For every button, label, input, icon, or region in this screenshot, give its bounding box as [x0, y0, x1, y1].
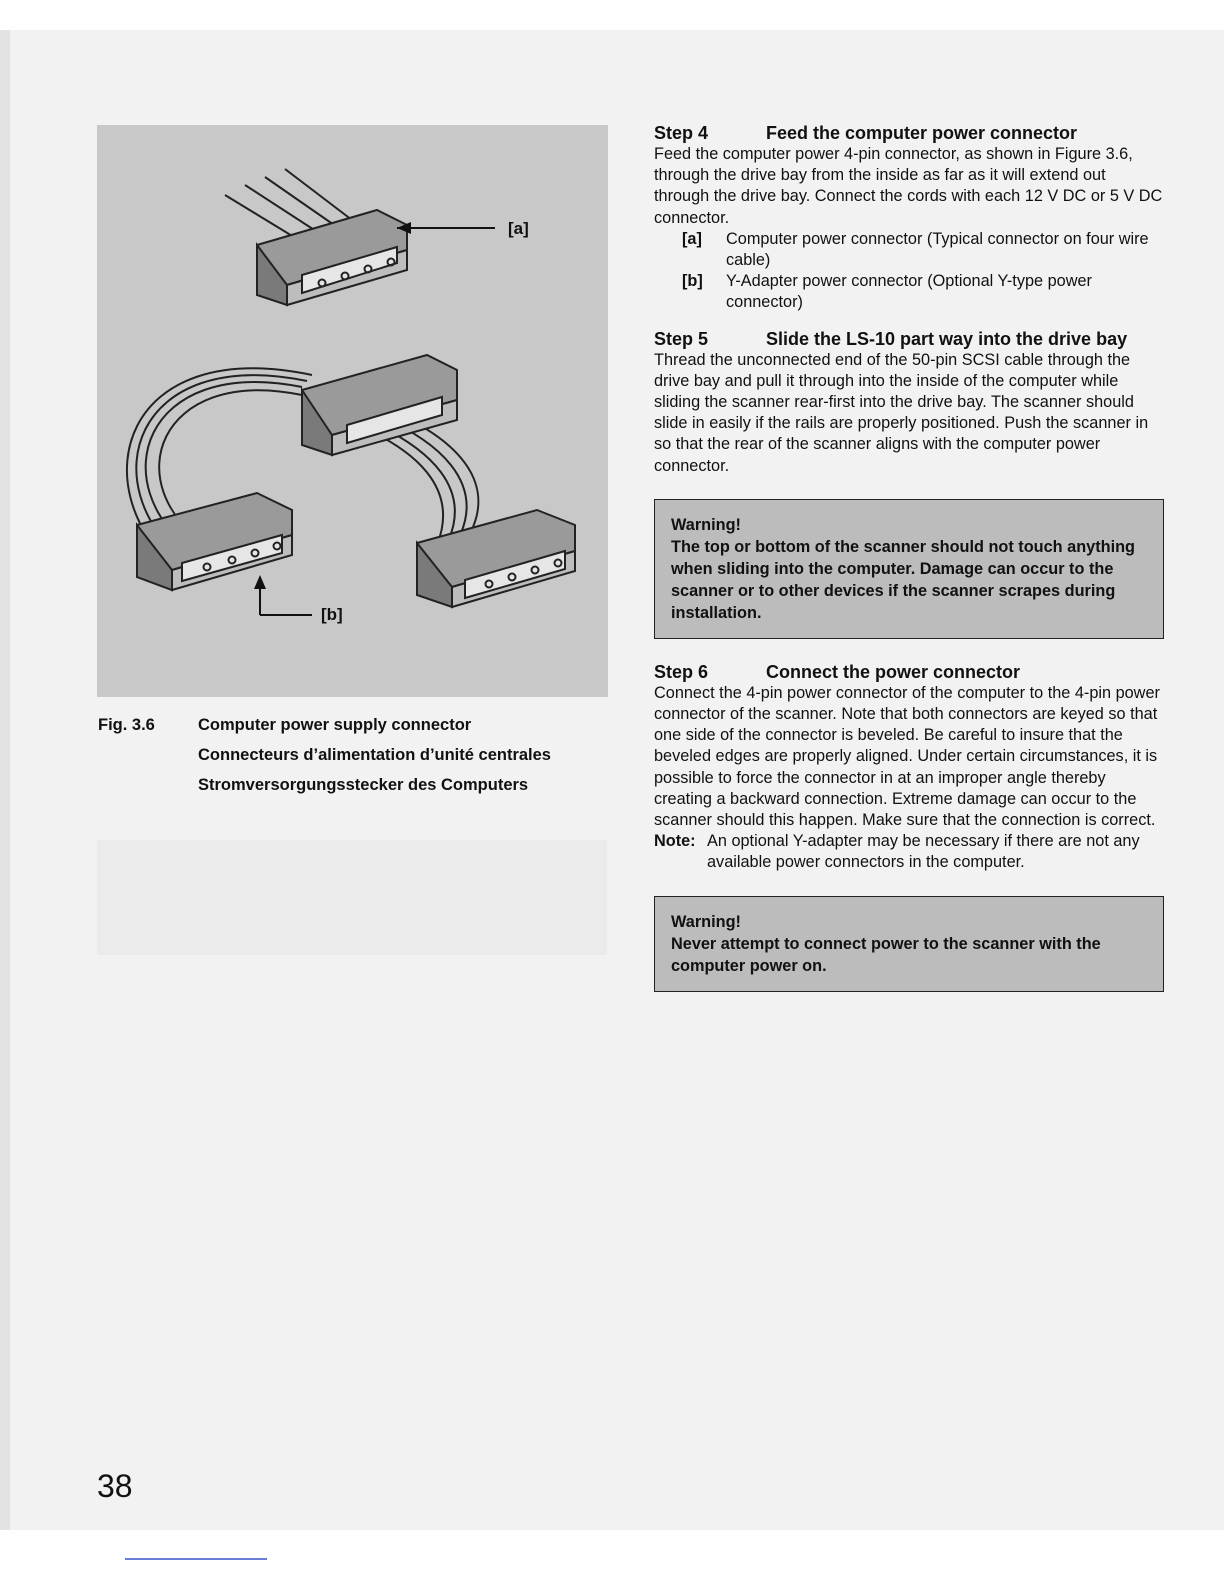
step-6-note	[654, 831, 1164, 873]
step-5-body: Thread the unconnected end of the 50-pin SCSI cable through the drive bay and pull it through into the inside of the computer while sliding the scanner rear-first into the drive bay. The scanner should slide in easily if the rails are properly positioned. Push the scanner in so that the rear of the scanner aligns with the computer power connector.	[654, 350, 1149, 475]
note-label: Note:	[654, 832, 696, 851]
figure-number: Fig. 3.6	[98, 716, 155, 734]
legend-tag-b: [b]	[682, 272, 703, 291]
warning-box-1	[654, 499, 1164, 639]
computer-power-connector	[257, 210, 407, 305]
bottom-rule	[125, 1558, 267, 1560]
step-6-title: Connect the power connector	[766, 661, 1021, 682]
legend-tag-a: [a]	[682, 229, 702, 248]
label-b: [b]	[321, 605, 343, 624]
legend-text-b: Y-Adapter power connector (Optional Y-type power connector)	[726, 272, 1092, 312]
instructions-column	[654, 122, 1164, 992]
legend-item-a	[654, 229, 1164, 271]
step-6-heading	[654, 661, 1164, 683]
step-4-number: Step 4	[654, 123, 709, 143]
y-adapter-middle-connector	[302, 355, 457, 455]
step-4-body: Feed the computer power 4-pin connector, as shown in Figure 3.6, through the drive bay from the inside as far as it will extend out through the drive bay. Connect the cords with each 12 V DC or 5 V DC connector.	[654, 145, 1163, 227]
step-5-heading	[654, 328, 1164, 350]
note-text: An optional Y-adapter may be necessary if there are not any available power connectors in the computer.	[707, 832, 1140, 872]
y-adapter-connector-left	[137, 493, 292, 590]
step-6-number: Step 6	[654, 661, 709, 682]
step-5-number: Step 5	[654, 328, 709, 349]
legend-text-a: Computer power connector (Typical connector on four wire cable)	[726, 229, 1149, 270]
step-6-body: Connect the 4-pin power connector of the computer to the 4-pin power connector of the scanner. Note that both connectors are keyed so that one side of the connector is beveled. Be careful to insure that the beveled edges are properly aligned. Under certain circumstances, it is possible to force the connector in at an improper angle thereby creating a backward connection. Extreme damage can occur to the scanner should this happen. Make sure that the connection is correct.	[654, 683, 1160, 830]
caption-english: Computer power supply connector	[198, 716, 472, 734]
step-4-title: Feed the computer power connector	[766, 123, 1078, 143]
legend-item-b	[654, 271, 1164, 313]
warning-1-text: The top or bottom of the scanner should not touch anything when sliding into the computer. Damage can occur to the scanner or to other devices if the scanner scrapes during installation.	[671, 537, 1135, 622]
label-a: [a]	[508, 219, 529, 238]
y-adapter-connector-right	[417, 510, 575, 607]
page-number: 38	[97, 1468, 133, 1504]
faded-background-panel	[97, 840, 607, 955]
warning-2-title: Warning!	[671, 912, 741, 931]
figure-illustration	[97, 125, 608, 697]
caption-german: Stromversorgungsstecker des Computers	[198, 776, 529, 794]
warning-box-2	[654, 896, 1164, 992]
step-4-heading	[654, 122, 1164, 144]
warning-2-text: Never attempt to connect power to the scanner with the computer power on.	[671, 934, 1101, 975]
step-5-title: Slide the LS-10 part way into the drive bay	[766, 328, 1128, 349]
power-connector-diagram	[97, 125, 608, 697]
warning-1-title: Warning!	[671, 515, 741, 534]
caption-french: Connecteurs d’alimentation d’unité centrales	[198, 746, 551, 764]
